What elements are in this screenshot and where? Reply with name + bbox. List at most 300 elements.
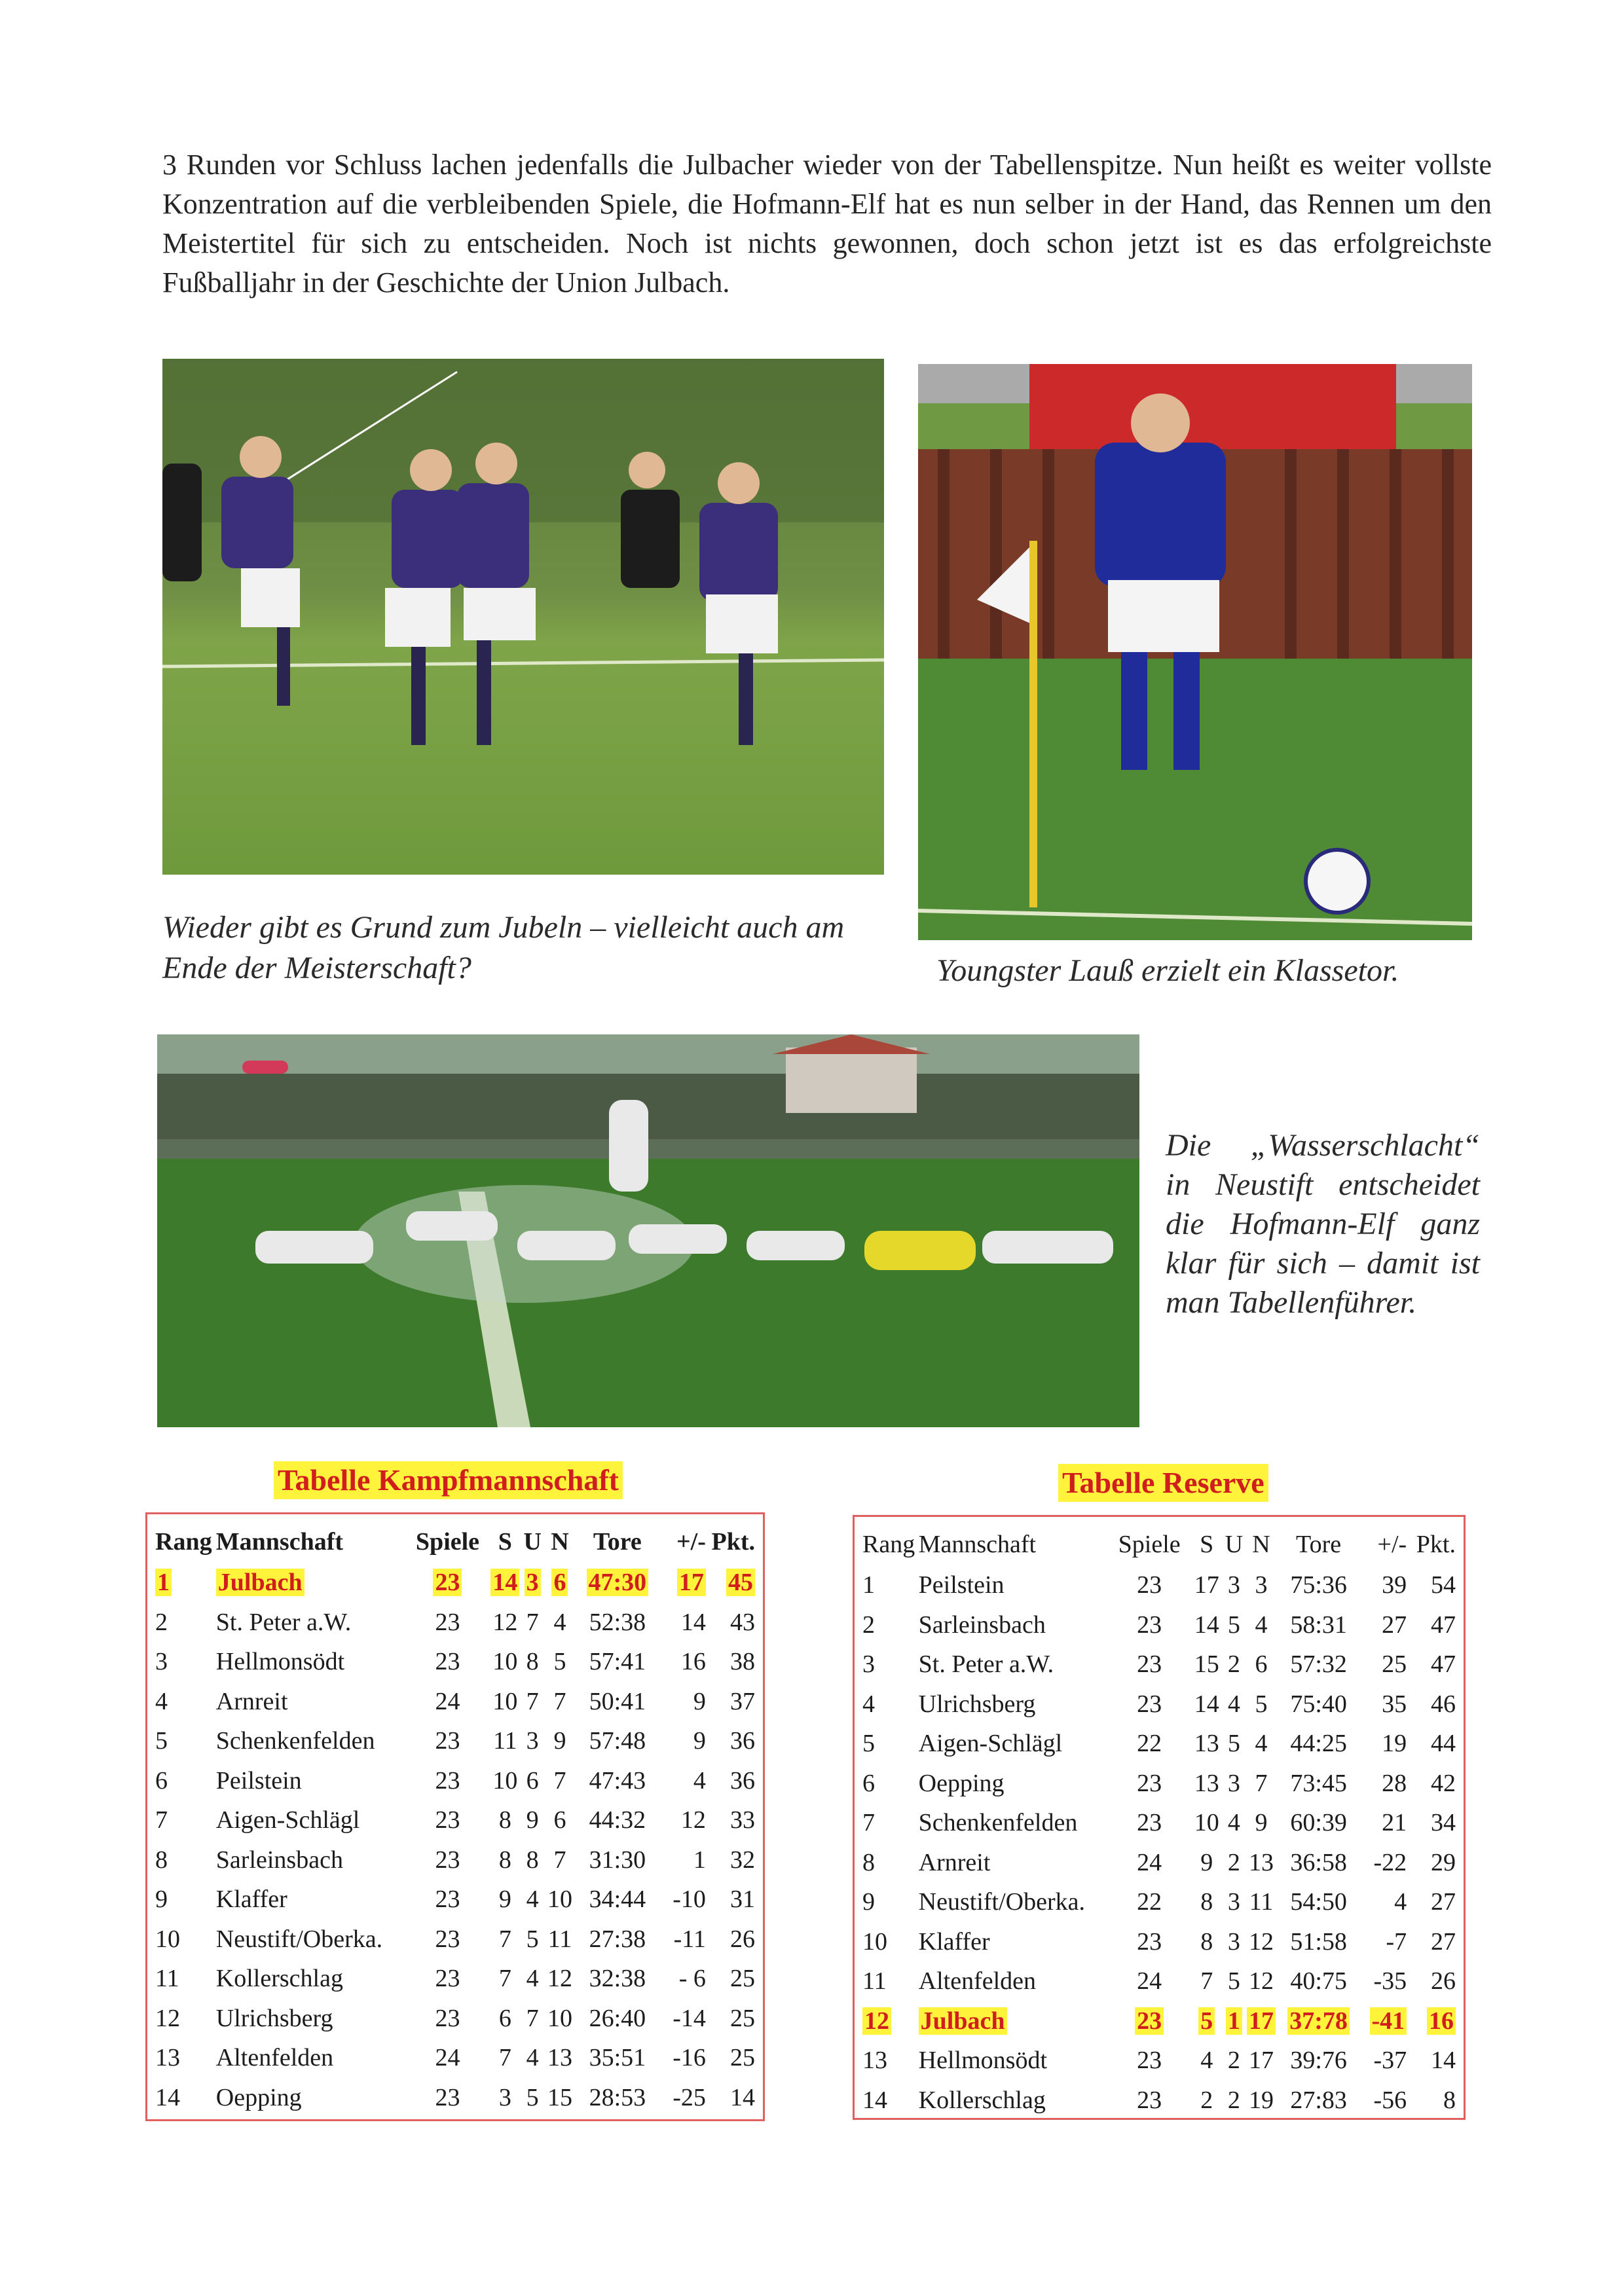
table-cell: 8: [862, 1848, 875, 1876]
table-row: [862, 2081, 1456, 2121]
table-cell: 54:50: [1290, 1888, 1347, 1916]
table-cell: 16: [1427, 2007, 1456, 2035]
table-cell: 14: [730, 2083, 755, 2111]
table-cell: 44: [1431, 1730, 1456, 1758]
table-cell: 37: [730, 1687, 755, 1715]
table-cell: 34: [1431, 1809, 1456, 1837]
table-cell: Schenkenfelden: [215, 1727, 375, 1755]
table-cell: 23: [435, 1806, 460, 1834]
table-cell: 4: [155, 1687, 168, 1715]
celebration-caption: Wieder gibt es Grund zum Jubeln – vielleicht auch am Ende der Meisterschaft?: [162, 910, 845, 985]
reserve-table-title: Tabelle Reserve: [1058, 1464, 1268, 1502]
table-cell: 7: [498, 2044, 511, 2072]
intro-paragraph: 3 Runden vor Schluss lachen jedenfalls die Julbacher wieder von der Tabellenspitze. Nun heißt es weiter vollste Konzentration auf die verbleibenden Spiele, die Hofmann-Elf hat es nun selber in der Hand, das Rennen um den Meistertitel für sich zu entscheiden. Noch ist nichts gewonnen, doch schon jetzt ist es das erfolgreichste Fußballjahr in der Geschichte der Union Julbach.: [162, 149, 1492, 299]
table-cell: 4: [1227, 1809, 1240, 1837]
table-cell: 9: [693, 1687, 706, 1715]
table-cell: 7: [1200, 1967, 1213, 1995]
table-cell: 25: [730, 2044, 755, 2072]
table-cell: 23: [435, 1727, 460, 1755]
table-cell: 2: [155, 1608, 168, 1636]
table-cell: 2: [1227, 1848, 1240, 1876]
column-header-2: Mannschaft: [918, 1531, 1037, 1558]
table-cell: 5: [862, 1730, 875, 1758]
table-cell: 47:43: [589, 1766, 646, 1795]
table-cell: 12: [1249, 1967, 1274, 1995]
table-cell: 5: [155, 1727, 168, 1755]
table-cell: 13: [1194, 1730, 1219, 1758]
column-header-4: S: [1200, 1531, 1214, 1558]
table-cell: 23: [435, 2004, 460, 2032]
table-cell: Altenfelden: [215, 2044, 334, 2072]
table-cell: Klaffer: [918, 1927, 990, 1956]
table-cell: 17: [1249, 2047, 1274, 2075]
column-header-3: Spiele: [1118, 1531, 1181, 1558]
table-cell: Kollerschlag: [215, 1965, 343, 1993]
column-header-2: Mannschaft: [215, 1528, 344, 1556]
table-cell: Ulrichsberg: [215, 2004, 333, 2032]
table-cell: 5: [1227, 1967, 1240, 1995]
table-cell: 73:45: [1290, 1769, 1347, 1797]
table-cell: 23: [435, 1925, 460, 1953]
table-cell: 4: [526, 1886, 539, 1914]
table-cell: 5: [526, 2083, 539, 2111]
table-cell: 9: [526, 1806, 539, 1834]
table-cell: 57:32: [1290, 1650, 1347, 1679]
table-cell: 51:58: [1290, 1927, 1347, 1956]
table-cell: 10: [155, 1925, 180, 1953]
column-header-8: +/-: [676, 1528, 706, 1556]
table-cell: Neustift/Oberka.: [215, 1925, 383, 1953]
table-cell: 7: [553, 1766, 566, 1795]
table-cell: 58:31: [1290, 1611, 1347, 1639]
table-cell: 3: [1255, 1571, 1268, 1599]
table-cell: 9: [498, 1886, 511, 1914]
table-cell: 4: [1227, 1690, 1240, 1718]
table-cell: 39: [1382, 1571, 1407, 1599]
first-team-table-title: Tabelle Kampfmannschaft: [274, 1461, 623, 1499]
table-cell: 3: [1227, 1571, 1240, 1599]
table-cell: 1: [693, 1846, 706, 1874]
table-cell: 10: [547, 2004, 572, 2032]
table-cell: 10: [1194, 1809, 1219, 1837]
table-cell: 3: [862, 1650, 875, 1679]
table-cell: Ulrichsberg: [918, 1690, 1036, 1718]
table-cell: St. Peter a.W.: [918, 1650, 1054, 1679]
table-row: [862, 1565, 1456, 1605]
table-cell: Julbach: [216, 1569, 304, 1596]
table-cell: 9: [1255, 1809, 1268, 1837]
table-cell: 23: [1137, 1927, 1162, 1956]
table-cell: 15: [1194, 1650, 1219, 1679]
table-row: [862, 1882, 1456, 1922]
table-cell: 6: [155, 1766, 168, 1795]
table-cell: 17: [1247, 2007, 1276, 2035]
table-cell: 25: [730, 1965, 755, 1993]
table-cell: Arnreit: [918, 1848, 991, 1876]
table-cell: 4: [1394, 1888, 1407, 1916]
table-cell: 12: [862, 2007, 891, 2035]
column-header-1: Rang: [862, 1531, 915, 1558]
table-row: [862, 1961, 1456, 2001]
table-cell: 27: [1382, 1611, 1407, 1639]
table-cell: 54: [1431, 1571, 1456, 1599]
table-cell: 25: [1382, 1650, 1407, 1679]
table-row: [155, 1920, 755, 1959]
table-cell: 9: [1200, 1848, 1213, 1876]
table-cell: 5: [553, 1648, 566, 1676]
table-cell: 8: [498, 1846, 511, 1874]
table-cell: 10: [492, 1766, 518, 1795]
table-row: [155, 2038, 755, 2078]
table-cell: 47: [1431, 1650, 1456, 1679]
table-cell: 14: [1194, 1690, 1219, 1718]
table-cell: -37: [1373, 2047, 1407, 2075]
youngster-photo: [918, 364, 1472, 940]
table-cell: 23: [435, 2083, 460, 2111]
table-cell: 6: [862, 1769, 875, 1797]
table-cell: 12: [1249, 1927, 1274, 1956]
table-cell: 4: [1255, 1730, 1268, 1758]
table-cell: 5: [526, 1925, 539, 1953]
table-row: [155, 1603, 755, 1643]
table-cell: 9: [155, 1886, 168, 1914]
table-cell: 27: [1431, 1927, 1456, 1956]
table-cell: -7: [1386, 1927, 1407, 1956]
table-cell: 46: [1431, 1690, 1456, 1718]
table-cell: 23: [433, 1569, 462, 1596]
table-cell: 2: [862, 1611, 875, 1639]
table-cell: 9: [553, 1727, 566, 1755]
table-cell: 60:39: [1290, 1809, 1347, 1837]
table-cell: 13: [155, 2044, 180, 2072]
table-cell: 14: [155, 2083, 180, 2111]
table-cell: -10: [673, 1886, 706, 1914]
table-cell: 7: [155, 1806, 168, 1834]
table-cell: 23: [1137, 1611, 1162, 1639]
table-cell: 29: [1431, 1848, 1456, 1876]
table-row: [862, 1764, 1456, 1804]
reserve-table-header: [862, 1523, 1456, 1565]
column-header-9: Pkt.: [1416, 1531, 1456, 1558]
table-cell: 14: [1194, 1611, 1219, 1639]
table-cell: 36:58: [1290, 1848, 1347, 1876]
table-cell: 23: [1137, 2086, 1162, 2114]
table-row: [155, 1563, 755, 1603]
table-cell: 24: [435, 2044, 460, 2072]
table-cell: 57:48: [589, 1727, 646, 1755]
column-header-6: N: [1252, 1531, 1270, 1558]
table-row: [155, 1999, 755, 2039]
table-cell: 23: [1137, 1571, 1162, 1599]
table-cell: 23: [1135, 2007, 1164, 2035]
table-cell: 6: [498, 2004, 511, 2032]
table-cell: 6: [551, 1569, 568, 1596]
table-cell: 21: [1382, 1809, 1407, 1837]
table-cell: 23: [435, 1648, 460, 1676]
table-cell: 7: [526, 1608, 539, 1636]
table-cell: 16: [680, 1648, 706, 1676]
table-cell: 31: [730, 1886, 755, 1914]
table-cell: 7: [553, 1687, 566, 1715]
table-cell: 4: [526, 1965, 539, 1993]
table-cell: 4: [1200, 2047, 1213, 2075]
column-header-1: Rang: [155, 1528, 212, 1556]
column-header-6: N: [551, 1528, 569, 1556]
table-row: [155, 1840, 755, 1880]
table-cell: 75:36: [1290, 1571, 1347, 1599]
table-cell: 3: [1227, 1927, 1240, 1956]
table-cell: 7: [1255, 1769, 1268, 1797]
table-cell: 23: [435, 1965, 460, 1993]
table-cell: 1: [862, 1571, 875, 1599]
column-header-5: U: [523, 1528, 542, 1556]
table-cell: 75:40: [1290, 1690, 1347, 1718]
table-cell: Klaffer: [215, 1886, 287, 1914]
table-cell: 38: [730, 1648, 755, 1676]
table-cell: Oepping: [918, 1769, 1005, 1797]
table-cell: -35: [1373, 1967, 1407, 1995]
table-row: [155, 1721, 755, 1761]
table-cell: 36: [730, 1727, 755, 1755]
table-row: [155, 1959, 755, 1999]
table-cell: 2: [1200, 2086, 1213, 2114]
table-cell: 35: [1382, 1690, 1407, 1718]
table-row: [862, 1922, 1456, 1962]
table-cell: -41: [1370, 2007, 1407, 2035]
table-cell: 14: [680, 1608, 706, 1636]
table-cell: 26: [730, 1925, 755, 1953]
table-row: [155, 1800, 755, 1840]
table-cell: Julbach: [919, 2007, 1007, 2035]
table-cell: 10: [547, 1886, 572, 1914]
table-cell: 33: [730, 1806, 755, 1834]
table-cell: 36: [730, 1766, 755, 1795]
table-cell: 5: [1198, 2007, 1215, 2035]
table-cell: 28:53: [589, 2083, 646, 2111]
table-cell: 43: [730, 1608, 755, 1636]
table-cell: 17: [677, 1569, 706, 1596]
table-cell: Schenkenfelden: [918, 1809, 1078, 1837]
youngster-caption: Youngster Lauß erzielt ein Klassetor.: [936, 953, 1399, 988]
table-cell: 31:30: [589, 1846, 646, 1874]
reserve-table: [853, 1515, 1466, 2120]
table-row: [155, 1682, 755, 1722]
table-cell: -22: [1373, 1848, 1407, 1876]
table-cell: 11: [493, 1727, 517, 1755]
table-cell: 26: [1431, 1967, 1456, 1995]
table-cell: 37:78: [1287, 2007, 1350, 2035]
table-cell: 9: [862, 1888, 875, 1916]
table-cell: 12: [155, 2004, 180, 2032]
table-cell: 22: [1137, 1730, 1162, 1758]
table-cell: 24: [1137, 1848, 1162, 1876]
table-cell: 47:30: [587, 1569, 649, 1596]
table-cell: 13: [547, 2044, 572, 2072]
table-cell: 7: [862, 1809, 875, 1837]
table-cell: Aigen-Schlägl: [918, 1730, 1063, 1758]
table-cell: 2: [1227, 2086, 1240, 2114]
table-cell: 5: [1255, 1690, 1268, 1718]
table-cell: 24: [435, 1687, 460, 1715]
table-cell: 34:44: [589, 1886, 646, 1914]
table-cell: 13: [1194, 1769, 1219, 1797]
column-header-8: +/-: [1377, 1531, 1407, 1558]
table-cell: 6: [553, 1806, 566, 1834]
table-cell: 8: [526, 1648, 539, 1676]
column-header-9: Pkt.: [711, 1528, 755, 1556]
table-cell: 8: [498, 1806, 511, 1834]
table-cell: 12: [492, 1608, 518, 1636]
table-cell: -25: [673, 2083, 706, 2111]
table-cell: 25: [730, 2004, 755, 2032]
table-cell: 4: [862, 1690, 875, 1718]
table-cell: 10: [492, 1648, 518, 1676]
table-cell: 19: [1382, 1730, 1407, 1758]
table-cell: 11: [155, 1965, 179, 1993]
table-cell: -11: [673, 1925, 706, 1953]
table-cell: 7: [553, 1846, 566, 1874]
table-cell: 3: [155, 1648, 168, 1676]
table-cell: 23: [1137, 1650, 1162, 1679]
table-cell: Oepping: [215, 2083, 302, 2111]
table-cell: Peilstein: [215, 1766, 302, 1795]
table-cell: 27:83: [1290, 2086, 1347, 2114]
table-cell: 3: [1227, 1769, 1240, 1797]
table-cell: 8: [155, 1846, 168, 1874]
table-cell: 3: [1227, 1888, 1240, 1916]
table-cell: 15: [547, 2083, 572, 2111]
table-cell: 3: [498, 2083, 511, 2111]
table-cell: 50:41: [589, 1687, 646, 1715]
table-cell: Neustift/Oberka.: [918, 1888, 1085, 1916]
table-cell: 7: [526, 1687, 539, 1715]
table-cell: 1: [155, 1569, 172, 1596]
table-cell: 7: [498, 1965, 511, 1993]
column-header-7: Tore: [593, 1528, 642, 1556]
table-cell: 35:51: [589, 2044, 646, 2072]
table-cell: -16: [673, 2044, 706, 2072]
table-cell: 8: [526, 1846, 539, 1874]
table-cell: 39:76: [1290, 2047, 1347, 2075]
table-cell: 10: [492, 1687, 518, 1715]
table-cell: 13: [1249, 1848, 1274, 1876]
table-cell: 14: [490, 1569, 519, 1596]
table-cell: 32:38: [589, 1965, 646, 1993]
table-cell: 14: [1431, 2047, 1456, 2075]
table-row: [155, 1642, 755, 1682]
table-cell: 32: [730, 1846, 755, 1874]
table-row: [862, 1605, 1456, 1645]
table-cell: 7: [498, 1925, 511, 1953]
table-row: [862, 1685, 1456, 1724]
table-cell: 3: [525, 1569, 541, 1596]
table-cell: 23: [435, 1608, 460, 1636]
table-cell: 13: [862, 2047, 887, 2075]
table-cell: 4: [553, 1608, 566, 1636]
table-cell: 2: [1227, 2047, 1240, 2075]
table-cell: 7: [526, 2004, 539, 2032]
table-row: [862, 1803, 1456, 1843]
table-cell: 23: [435, 1846, 460, 1874]
table-cell: 40:75: [1290, 1967, 1347, 1995]
waterbattle-caption: Die „Wasserschlacht“ in Neustift entscheidet die Hofmann-Elf ganz klar für sich – damit ist man Tabellenführer.: [1166, 1128, 1480, 1320]
table-cell: 11: [862, 1967, 887, 1995]
table-cell: - 6: [678, 1965, 706, 1993]
table-cell: 11: [1249, 1888, 1274, 1916]
table-cell: 3: [526, 1727, 539, 1755]
table-cell: 5: [1227, 1730, 1240, 1758]
table-cell: St. Peter a.W.: [215, 1608, 352, 1636]
table-cell: Peilstein: [918, 1571, 1005, 1599]
table-cell: 23: [435, 1886, 460, 1914]
table-cell: Hellmonsödt: [918, 2047, 1047, 2075]
table-cell: 27: [1431, 1888, 1456, 1916]
table-cell: 23: [1137, 2047, 1162, 2075]
table-cell: 26:40: [589, 2004, 646, 2032]
table-cell: Kollerschlag: [918, 2086, 1046, 2114]
table-cell: 57:41: [589, 1648, 646, 1676]
table-cell: 23: [1137, 1769, 1162, 1797]
table-cell: 9: [693, 1727, 706, 1755]
table-row: [862, 1843, 1456, 1883]
table-row: [862, 1645, 1456, 1685]
column-header-4: S: [498, 1528, 512, 1556]
column-header-5: U: [1225, 1531, 1244, 1558]
table-cell: 12: [547, 1965, 572, 1993]
table-cell: 42: [1431, 1769, 1456, 1797]
table-cell: 1: [1226, 2007, 1242, 2035]
table-cell: Aigen-Schlägl: [215, 1806, 360, 1834]
table-cell: 2: [1227, 1650, 1240, 1679]
table-row: [155, 1761, 755, 1801]
waterbattle-photo: [157, 1034, 1139, 1427]
first-team-table-header: [155, 1521, 755, 1563]
table-cell: Hellmonsödt: [215, 1648, 345, 1676]
table-cell: 4: [526, 2044, 539, 2072]
table-cell: 8: [1200, 1927, 1213, 1956]
table-cell: -14: [673, 2004, 706, 2032]
table-cell: 6: [526, 1766, 539, 1795]
table-cell: 22: [1137, 1888, 1162, 1916]
table-cell: 12: [680, 1806, 706, 1834]
table-cell: 4: [693, 1766, 706, 1795]
table-cell: 11: [547, 1925, 572, 1953]
table-cell: 52:38: [589, 1608, 646, 1636]
table-cell: 6: [1255, 1650, 1268, 1679]
table-cell: 8: [1200, 1888, 1213, 1916]
table-cell: 8: [1443, 2086, 1456, 2114]
table-cell: 19: [1249, 2086, 1274, 2114]
table-cell: 23: [1137, 1809, 1162, 1837]
table-cell: 27:38: [589, 1925, 646, 1953]
table-cell: 4: [1255, 1611, 1268, 1639]
column-header-3: Spiele: [415, 1528, 480, 1556]
table-cell: Sarleinsbach: [215, 1846, 343, 1874]
table-cell: 14: [862, 2086, 887, 2114]
table-cell: 23: [435, 1766, 460, 1795]
table-cell: Arnreit: [215, 1687, 288, 1715]
column-header-7: Tore: [1296, 1531, 1342, 1558]
table-cell: 10: [862, 1927, 887, 1956]
table-cell: 47: [1431, 1611, 1456, 1639]
table-cell: Altenfelden: [918, 1967, 1037, 1995]
table-cell: 28: [1382, 1769, 1407, 1797]
first-team-table: [145, 1512, 765, 2121]
table-cell: 5: [1227, 1611, 1240, 1639]
table-cell: Sarleinsbach: [918, 1611, 1046, 1639]
table-cell: 44:25: [1290, 1730, 1347, 1758]
table-cell: 24: [1137, 1967, 1162, 1995]
